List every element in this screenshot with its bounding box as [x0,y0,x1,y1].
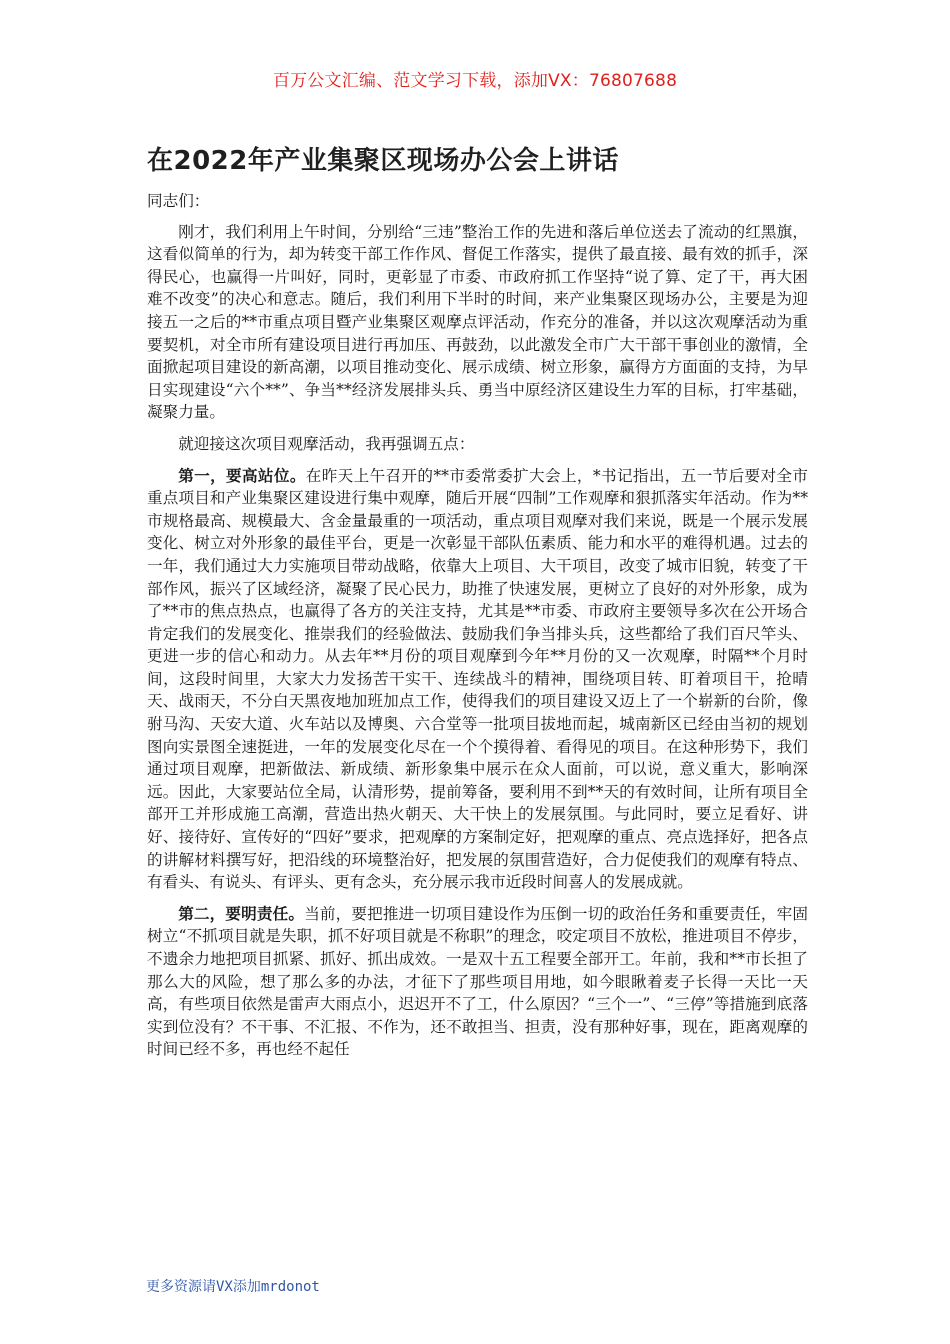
paragraph-text: 刚才，我们利用上午时间，分别给“三违”整治工作的先进和落后单位送去了流动的红黑旗，这看似简单的行为，却为转变干部工作作风、督促工作落实，提供了最直接、最有效的抓手，深得民心，也赢得一片叫好，同时，更彰显了市委、市政府抓工作坚持“说了算、定了干，再大困难不改变”的决心和意志。随后，我们利用下半时的时间，来产业集聚区现场办公，主要是为迎接五一之后的**市重点项目暨产业集聚区观摩点评活动，作充分的准备，并以这次观摩活动为重要契机，对全市所有建设项目进行再加压、再鼓劲，以此激发全市广大干部干事创业的激情，全面掀起项目建设的新高潮，以项目推动变化、展示成绩、树立形象，赢得方方面面的支持，为早日实现建设“六个**”、争当**经济发展排头兵、勇当中原经济区建设生力军的目标，打牢基础，凝聚力量。 [147,222,808,422]
watermark-header: 百万公文汇编、范文学习下载，添加VX：76807688 [272,71,678,91]
paragraph [147,221,808,424]
paragraph [147,903,808,1061]
paragraph-text: 在昨天上午召开的**市委常委扩大会上，*书记指出，五一节后要对全市重点项目和产业集聚区建设进行集中观摩，随后开展“四制”工作观摩和狠抓落实年活动。作为**市规格最高、规模最大、含金量最重的一项活动，重点项目观摩对我们来说，既是一个展示发展变化、树立对外形象的最佳平台，更是一次彰显干部队伍素质、能力和水平的难得机遇。过去的一年，我们通过大力实施项目带动战略，依靠大上项目、大干项目，改变了城市旧貌，转变了干部作风，振兴了区域经济，凝聚了民心民力，助推了快速发展，更树立了良好的对外形象，成为了**市的焦点热点，也赢得了各方的关注支持，尤其是**市委、市政府主要领导多次在公开场合肯定我们的发展变化、推崇我们的经验做法、鼓励我们争当排头兵，这些都给了我们百尺竿头、更进一步的信心和动力。从去年**月份的项目观摩到今年**月份的又一次观摩，时隔**个月时间，这段时间里，大家大力发扬苦干实干、连续战斗的精神，围绕项目转、盯着项目干，抢晴天、战雨天，不分白天黑夜地加班加点工作，使得我们的项目建设又迈上了一个崭新的台阶，像驸马沟、天安大道、火车站以及博奥、六合堂等一批项目拔地而起，城南新区已经由当初的规划图向实景图全速挺进，一年的发展变化尽在一个个摸得着、看得见的项目。在这种形势下，我们通过项目观摩，把新做法、新成绩、新形象集中展示在众人面前，可以说，意义重大，影响深远。因此，大家要站位全局，认清形势，提前筹备，要利用不到**天的有效时间，让所有项目全部开工并形成施工高潮，营造出热火朝天、大干快上的发展氛围。与此同时，要立足看好、讲好、接待好、宣传好的“四好”要求，把观摩的方案制定好，把观摩的重点、亮点选择好，把各点的讲解材料撰写好，把沿线的环境整治好，把发展的氛围营造好，合力促使我们的观摩有特点、有看头、有说头、有评头、更有念头，充分展示我市近段时间喜人的发展成就。 [147,466,808,892]
footer-note: 更多资源请VX添加mrdonot [146,1279,320,1295]
paragraph-text: 就迎接这次项目观摩活动，我再强调五点： [178,434,475,453]
document-title: 在2022年产业集聚区现场办公会上讲话 [147,146,619,176]
paragraph-text: 当前，要把推进一切项目建设作为压倒一切的政治任务和重要责任，牢固树立“不抓项目就是失职，抓不好项目就是不称职”的理念，咬定项目不放松，推进项目不停步，不遗余力地把项目抓紧、抓好、抓出成效。一是双十五工程要全部开工。年前，我和**市长担了那么大的风险，想了那么多的办法，才征下了那些项目用地，如今眼瞅着麦子长得一天比一天高，有些项目依然是雷声大雨点小，迟迟开不了工，什么原因？“三个一”、“三停”等措施到底落实到位没有？不干事、不汇报、不作为，还不敢担当、担责，没有那种好事，现在，距离观摩的时间已经不多，再也经不起任 [147,904,808,1059]
salutation: 同志们： [147,192,210,210]
paragraph [147,433,808,456]
paragraph-lead: 第二，要明责任。 [178,903,305,923]
document-body [147,190,808,1070]
paragraph [147,465,808,894]
paragraph-lead: 第一，要高站位。 [178,465,306,485]
